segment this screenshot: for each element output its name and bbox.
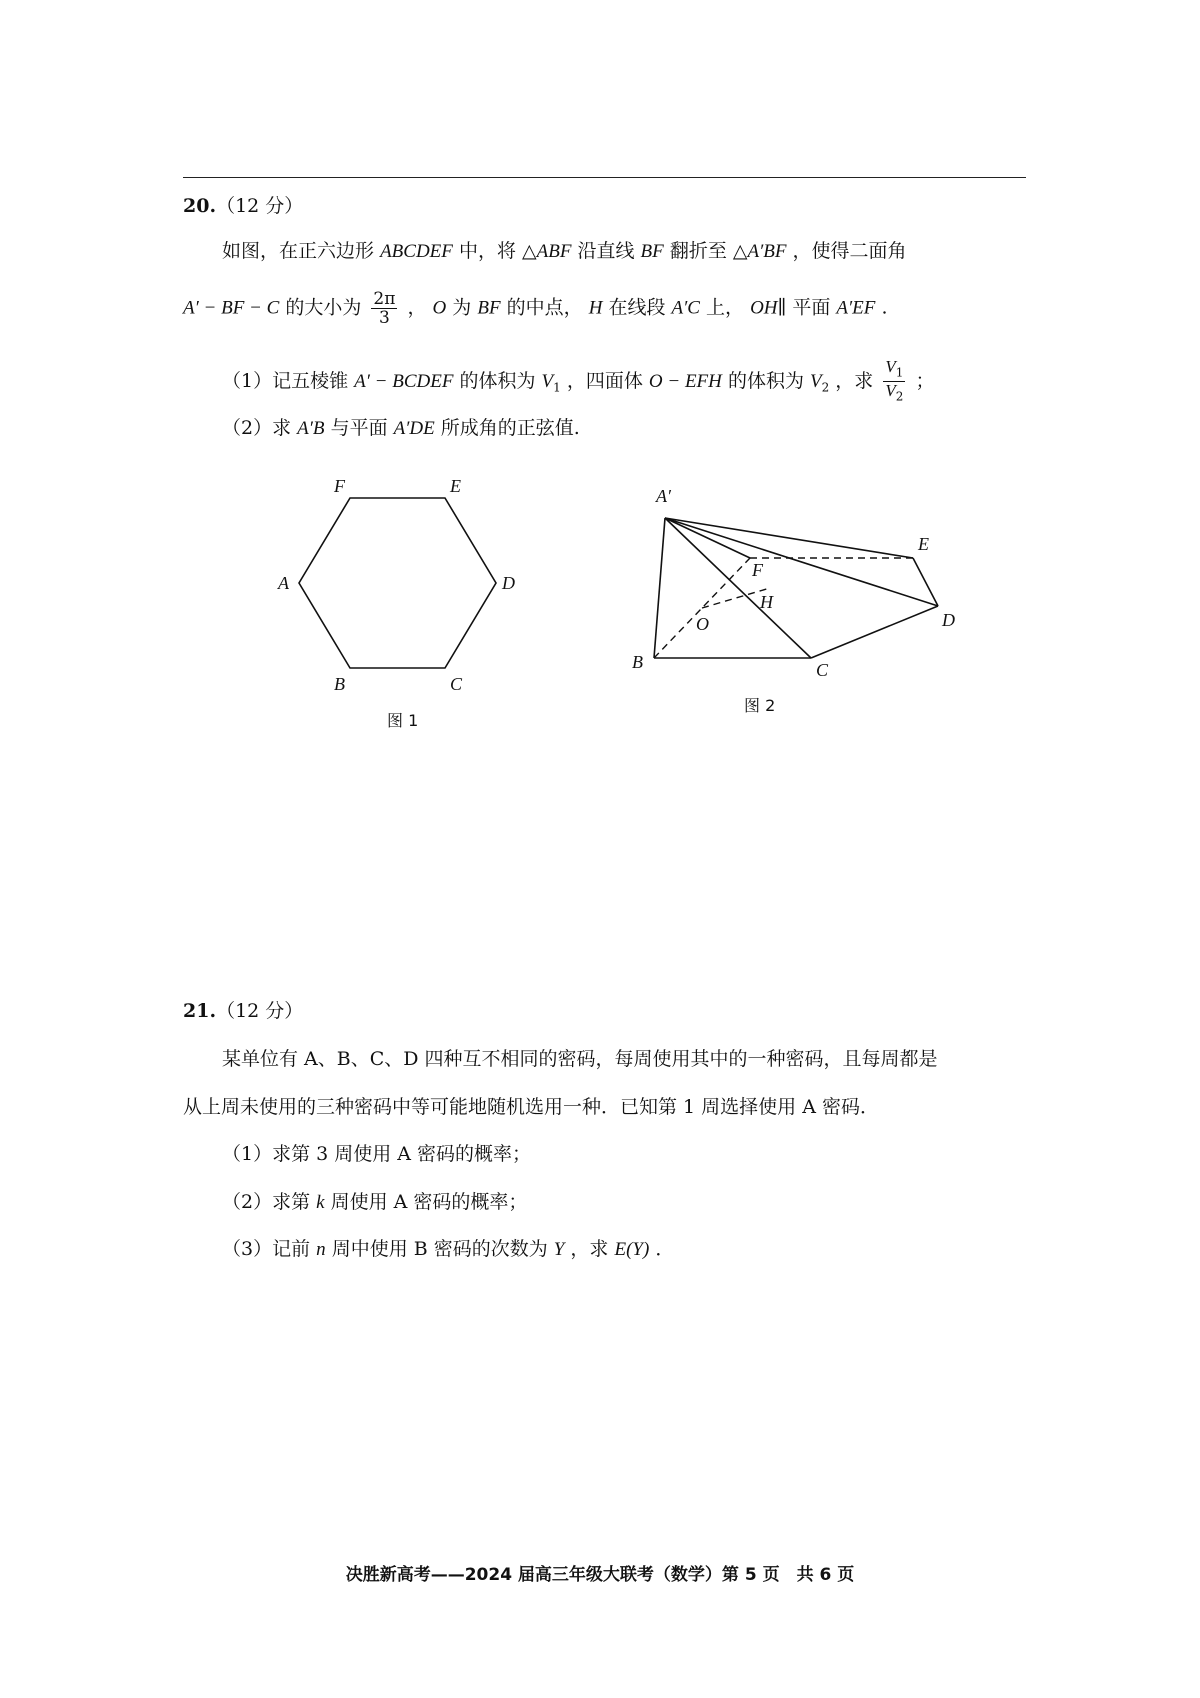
text: 为 bbox=[452, 296, 472, 319]
math: OH∥ bbox=[750, 297, 787, 319]
text: ，求 bbox=[570, 1238, 609, 1260]
math: BF bbox=[640, 241, 664, 262]
math: E(Y) bbox=[614, 1239, 650, 1260]
math: A′EF bbox=[836, 297, 876, 319]
text: 周使用 A 密码的概率； bbox=[330, 1191, 528, 1213]
math: H bbox=[588, 297, 603, 319]
label-D: D bbox=[942, 610, 955, 630]
math: A′ − BCDEF bbox=[354, 370, 454, 392]
text: 平面 bbox=[792, 296, 831, 319]
text: ，四面体 bbox=[566, 369, 643, 392]
text: ， bbox=[407, 296, 427, 319]
label-C: C bbox=[450, 674, 463, 694]
edge-A1B bbox=[654, 518, 665, 658]
edge-CD bbox=[811, 606, 938, 658]
label-O: O bbox=[696, 614, 709, 634]
q20-stem-line2 bbox=[183, 290, 887, 327]
text: （3）记前 bbox=[222, 1238, 311, 1260]
label-B: B bbox=[632, 652, 643, 672]
page-footer: 决胜新高考——2024 届高三年级大联考（数学）第 5 页 共 6 页 bbox=[345, 1565, 855, 1585]
math: V bbox=[885, 381, 896, 401]
label-H: H bbox=[760, 592, 773, 612]
math: V bbox=[885, 357, 896, 376]
math: k bbox=[316, 1192, 325, 1213]
label-C: C bbox=[816, 660, 829, 680]
math: A′DE bbox=[393, 418, 435, 439]
q21-part3 bbox=[222, 1236, 674, 1263]
text: ． bbox=[655, 1238, 675, 1260]
fraction-2pi-over-3 bbox=[371, 290, 397, 327]
subscript: 2 bbox=[895, 389, 904, 404]
q21-header bbox=[183, 998, 303, 1024]
subscript: 2 bbox=[821, 380, 830, 395]
text: 翻折至 bbox=[669, 240, 727, 262]
math: O − EFH bbox=[648, 370, 722, 392]
math: △A′BF bbox=[732, 241, 787, 262]
text: 周中使用 B 密码的次数为 bbox=[331, 1238, 548, 1260]
text: 的大小为 bbox=[285, 296, 362, 319]
edge-A1C bbox=[665, 518, 811, 658]
text: 沿直线 bbox=[577, 240, 635, 262]
label-F: F bbox=[334, 476, 345, 496]
subscript: 1 bbox=[553, 380, 561, 395]
math: A′C bbox=[671, 297, 700, 319]
math: △ABF bbox=[522, 241, 572, 262]
math: O bbox=[432, 297, 447, 319]
text: 中，将 bbox=[458, 240, 516, 262]
math: A′ − BF − C bbox=[183, 297, 280, 319]
text: 在线段 bbox=[608, 296, 666, 319]
frac-num: 2π bbox=[373, 289, 396, 309]
text: （1）记五棱锥 bbox=[222, 369, 349, 392]
figure-2-caption: 图 2 bbox=[744, 696, 776, 715]
text: 的体积为 bbox=[727, 369, 804, 392]
text: （2）求 bbox=[222, 417, 292, 439]
q21-stem-line2: 从上周未使用的三种密码中等可能地随机选用一种．已知第 1 周选择使用 A 密码． bbox=[183, 1096, 879, 1118]
q21-part1: （1）求第 3 周使用 A 密码的概率； bbox=[222, 1143, 532, 1165]
q21-stem-line1: 某单位有 A、B、C、D 四种互不相同的密码，每周使用其中的一种密码，且每周都是 bbox=[222, 1048, 938, 1070]
math: A′B bbox=[297, 418, 325, 439]
edge-A1D bbox=[665, 518, 938, 606]
hexagon-outline bbox=[299, 498, 496, 668]
math: ABCDEF bbox=[380, 241, 453, 262]
label-F: F bbox=[752, 560, 763, 580]
q20-score: （12 分） bbox=[216, 195, 304, 217]
label-E: E bbox=[450, 476, 461, 496]
frac-den: 3 bbox=[378, 308, 390, 328]
label-A-prime: A′ bbox=[656, 486, 671, 506]
figure-1-hexagon bbox=[270, 470, 530, 700]
q20-header bbox=[183, 193, 303, 219]
q21-part2 bbox=[222, 1189, 527, 1216]
text: 与平面 bbox=[330, 417, 388, 439]
q21-number: 21. bbox=[183, 1000, 217, 1022]
edge-A1E bbox=[665, 518, 913, 558]
math: V bbox=[810, 370, 822, 392]
label-A: A bbox=[278, 573, 289, 593]
edge-A1F bbox=[665, 518, 750, 558]
q21-score: （12 分） bbox=[216, 1000, 304, 1022]
q20-stem-line1 bbox=[222, 238, 907, 265]
text: （2）求第 bbox=[222, 1191, 311, 1213]
subscript: 1 bbox=[895, 365, 904, 380]
text: ，求 bbox=[835, 369, 874, 392]
text: 所成角的正弦值. bbox=[440, 417, 580, 439]
figure-1-caption: 图 1 bbox=[387, 711, 419, 730]
fraction-v1-over-v2 bbox=[883, 358, 905, 406]
q20-part2 bbox=[222, 415, 580, 442]
figure-2-solid bbox=[620, 480, 990, 690]
math: n bbox=[316, 1239, 326, 1260]
text: 如图，在正六边形 bbox=[222, 240, 375, 262]
math: BF bbox=[477, 297, 501, 319]
label-D: D bbox=[502, 573, 515, 593]
q20-number: 20. bbox=[183, 195, 217, 217]
math: Y bbox=[553, 1239, 565, 1260]
text: . bbox=[881, 296, 888, 319]
q20-part1 bbox=[222, 358, 934, 406]
text: ，使得二面角 bbox=[792, 240, 907, 262]
label-B: B bbox=[334, 674, 345, 694]
text: 上， bbox=[706, 296, 745, 319]
text: 的体积为 bbox=[459, 369, 536, 392]
text: 的中点， bbox=[506, 296, 583, 319]
math: V bbox=[541, 370, 554, 392]
top-rule bbox=[183, 177, 1026, 178]
text: ； bbox=[915, 369, 935, 392]
label-E: E bbox=[918, 534, 929, 554]
